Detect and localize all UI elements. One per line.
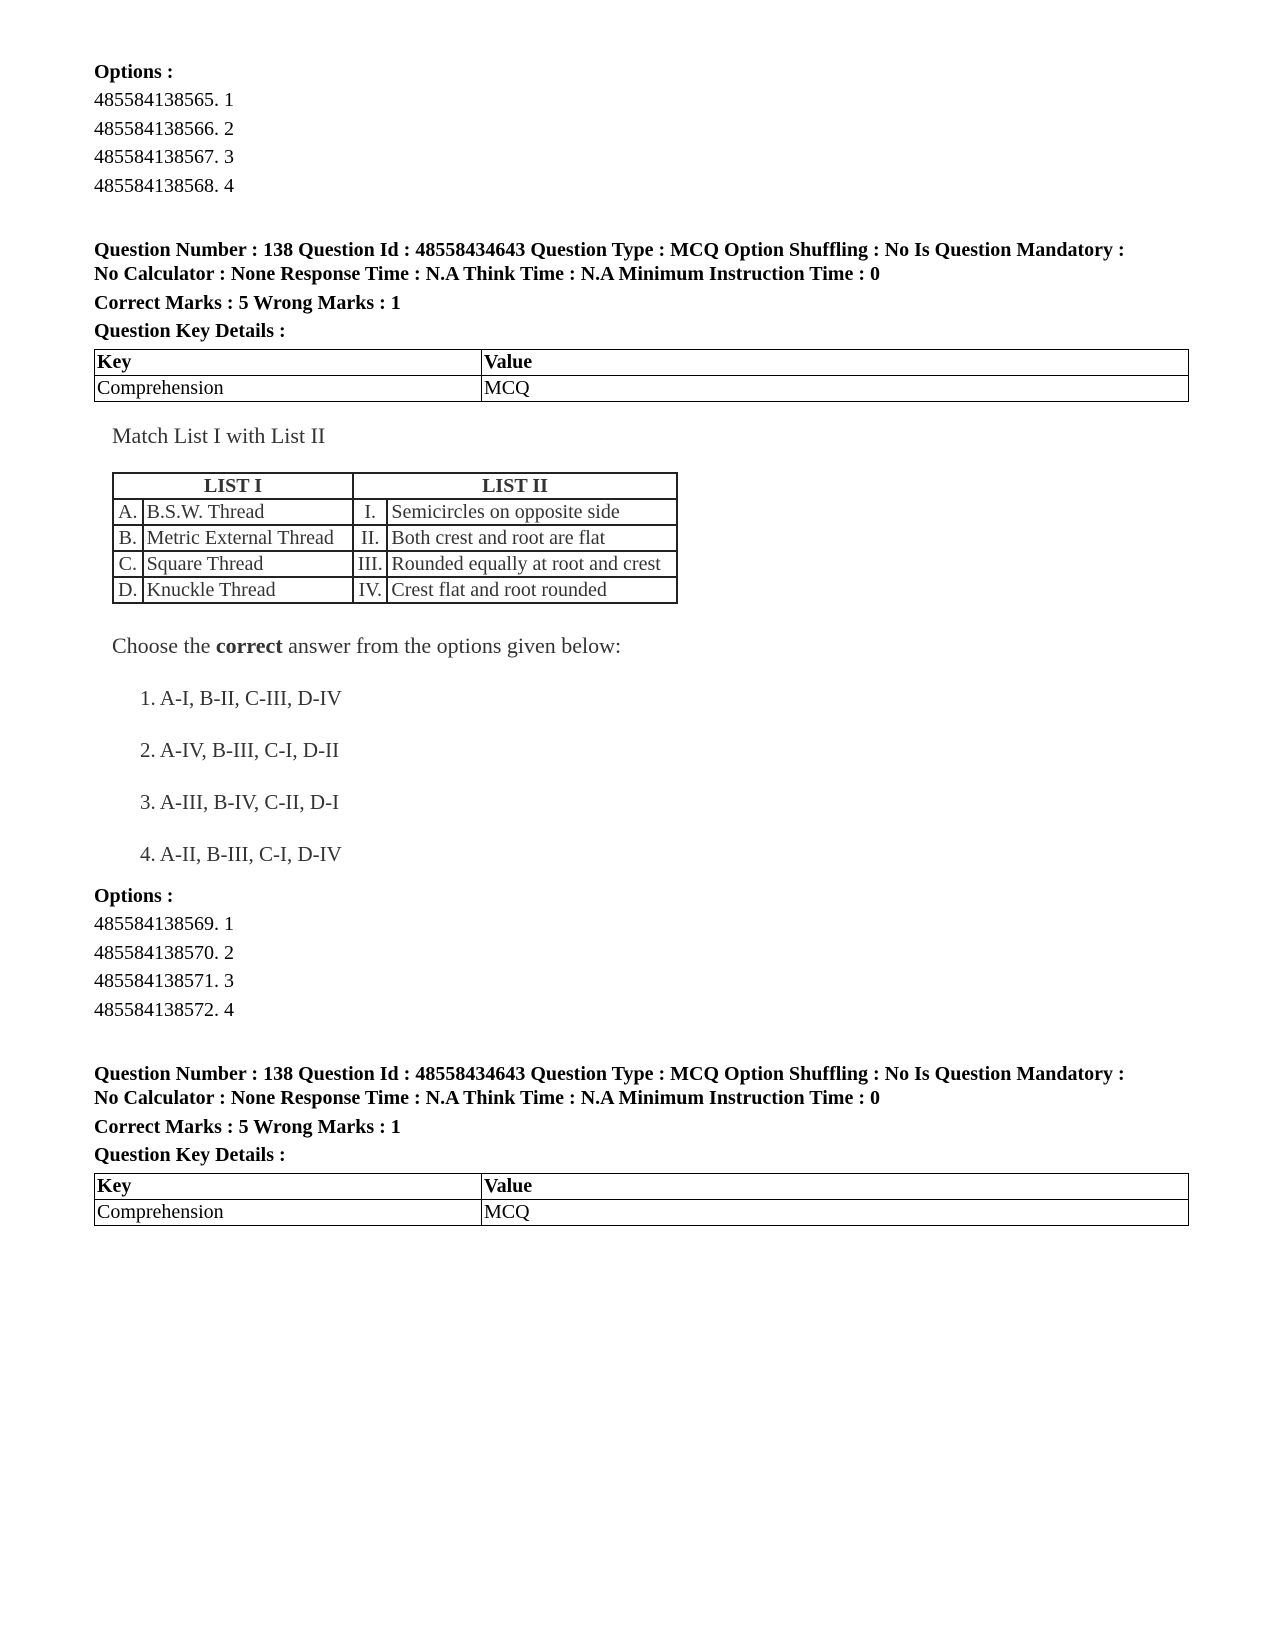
option-item: 485584138571. 3 [94,970,234,992]
choose-instruction [112,632,712,660]
list2-numeral: II. [353,525,387,551]
list2-text: Semicircles on opposite side [387,499,677,525]
list1-header: LIST I [113,473,353,499]
question-header-line2: No Calculator : None Response Time : N.A Think Time : N.A Minimum Instruction Time : 0 [94,263,880,285]
option-item: 485584138569. 1 [94,913,234,935]
option-item: 485584138572. 4 [94,998,234,1021]
answer-choice: 3. A-III, B-IV, C-II, D-I [140,790,340,814]
list-row [113,525,677,551]
key-cell: Comprehension [95,1200,482,1226]
answer-choice: 4. A-II, B-III, C-I, D-IV [140,842,342,866]
choose-bold: correct [215,633,283,658]
list1-letter: D. [113,577,143,603]
choose-post: answer from the options given below: [282,633,622,658]
question-header-line2: No Calculator : None Response Time : N.A Think Time : N.A Minimum Instruction Time : 0 [94,1087,880,1109]
marks-line: Correct Marks : 5 Wrong Marks : 1 [94,292,401,314]
key-cell: Comprehension [95,376,482,402]
option-item: 485584138568. 4 [94,174,234,197]
match-list-table [112,472,678,604]
list2-numeral: IV. [353,577,387,603]
value-header: Value [482,350,1189,376]
list2-text: Crest flat and root rounded [387,577,677,603]
question-header-line1: Question Number : 138 Question Id : 48558434643 Question Type : MCQ Option Shuffling : No Is Question Mandatory : [94,239,1125,261]
list1-text: Square Thread [143,551,353,577]
key-details-table [94,1173,1189,1226]
answer-choice: 2. A-IV, B-III, C-I, D-II [140,738,340,762]
list-row [113,551,677,577]
choose-pre: Choose the [112,633,216,658]
key-details-label: Question Key Details : [94,1144,286,1166]
options-label: Options : [94,885,174,907]
marks-line: Correct Marks : 5 Wrong Marks : 1 [94,1116,401,1138]
list2-numeral: I. [353,499,387,525]
list1-text: Knuckle Thread [143,577,353,603]
list1-letter: C. [113,551,143,577]
list-row [113,577,677,603]
option-item: 485584138565. 1 [94,89,234,111]
key-table-row [95,1200,1189,1226]
list2-numeral: III. [353,551,387,577]
options-label: Options : [94,61,174,83]
document-page [94,58,1189,1226]
key-table-header-row [95,350,1189,376]
answer-choice: 1. A-I, B-II, C-III, D-IV [140,686,342,710]
key-header: Key [95,1174,482,1200]
question-header-line1: Question Number : 138 Question Id : 48558434643 Question Type : MCQ Option Shuffling : No Is Question Mandatory : [94,1063,1125,1085]
key-table-row [95,376,1189,402]
list2-text: Both crest and root are flat [387,525,677,551]
value-header: Value [482,1174,1189,1200]
question-image [112,422,712,868]
option-item: 485584138567. 3 [94,146,234,168]
list1-text: Metric External Thread [143,525,353,551]
option-item: 485584138570. 2 [94,941,234,964]
question-intro: Match List I with List II [112,423,326,448]
list-row [113,499,677,525]
list2-text: Rounded equally at root and crest [387,551,677,577]
list1-letter: B. [113,525,143,551]
list-header-row [113,473,677,499]
list2-header: LIST II [353,473,677,499]
key-header: Key [95,350,482,376]
option-item: 485584138566. 2 [94,117,234,140]
value-cell: MCQ [482,1200,1189,1226]
key-table-header-row [95,1174,1189,1200]
list1-text: B.S.W. Thread [143,499,353,525]
key-details-label: Question Key Details : [94,320,286,342]
value-cell: MCQ [482,376,1189,402]
list1-letter: A. [113,499,143,525]
key-details-table [94,349,1189,402]
